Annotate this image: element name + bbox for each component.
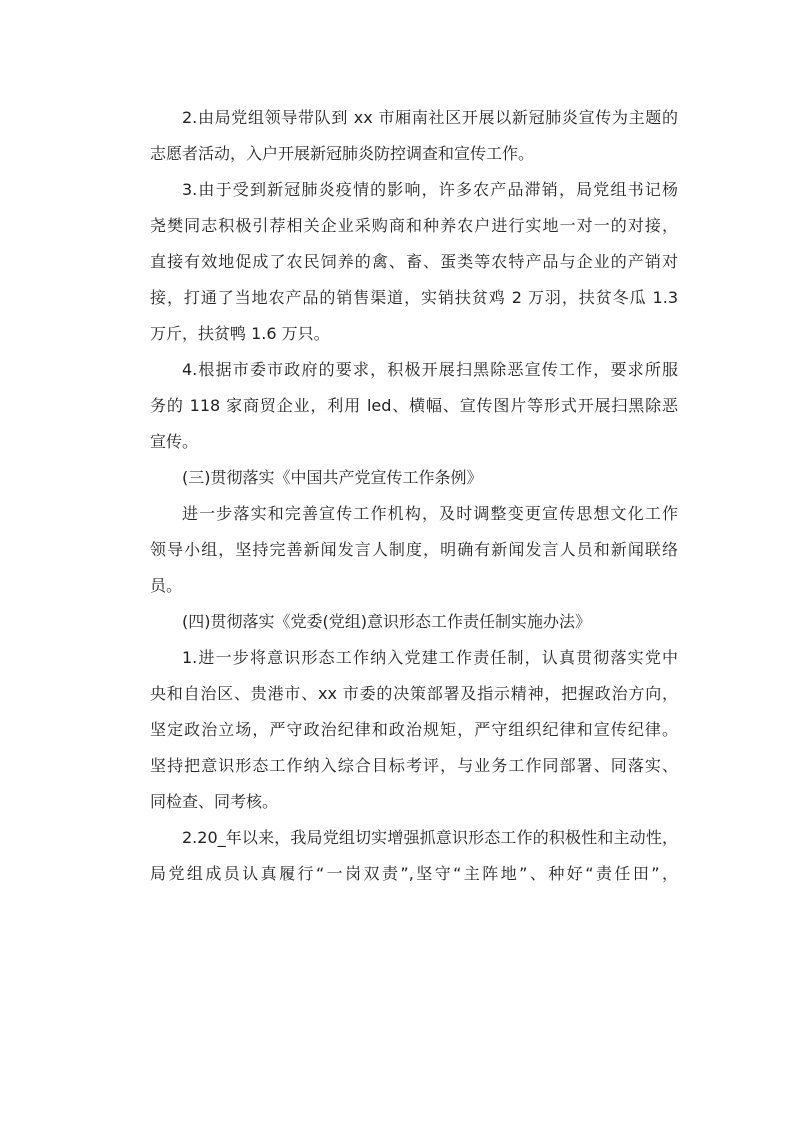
- paragraph-line: 接，打通了当地农产品的销售渠道，实销扶贫鸡 2 万羽，扶贫冬瓜 1.3: [150, 288, 678, 307]
- paragraph: [118, 496, 678, 604]
- paragraph-line: 2.由局党组领导带队到 xx 市厢南社区开展以新冠肺炎宣传为主题的: [182, 108, 678, 127]
- paragraph-line: 员。: [150, 576, 183, 595]
- paragraph-line: 2.20_年以来，我局党组切实增强抓意识形态工作的积极性和主动性，: [182, 828, 678, 847]
- paragraph-line: 宣传。: [150, 432, 199, 451]
- paragraph-line: 领导小组，坚持完善新闻发言人制度，明确有新闻发言人员和新闻联络: [150, 540, 678, 559]
- paragraph-line: 1.进一步将意识形态工作纳入党建工作责任制，认真贯彻落实党中: [182, 648, 678, 667]
- paragraph-line: 尧樊同志积极引荐相关企业采购商和种养农户进行实地一对一的对接，: [150, 216, 678, 235]
- paragraph-line: 4.根据市委市政府的要求，积极开展扫黑除恶宣传工作，要求所服: [182, 360, 678, 379]
- paragraph-line: 坚持把意识形态工作纳入综合目标考评，与业务工作同部署、同落实、: [150, 756, 678, 775]
- paragraph-line: 万斤，扶贫鸭 1.6 万只。: [150, 324, 330, 343]
- paragraph: [118, 172, 678, 352]
- paragraph: [118, 100, 678, 172]
- paragraph-line: 坚定政治立场，严守政治纪律和政治规矩，严守组织纪律和宣传纪律。: [150, 720, 678, 739]
- paragraph: [118, 604, 678, 640]
- paragraph-line: 志愿者活动，入户开展新冠肺炎防控调查和宣传工作。: [150, 144, 535, 163]
- document-body: [118, 100, 678, 892]
- paragraph-line: 直接有效地促成了农民饲养的禽、畜、蛋类等农特产品与企业的产销对: [150, 252, 678, 271]
- paragraph: [118, 352, 678, 460]
- paragraph-line: 央和自治区、贵港市、xx 市委的决策部署及指示精神，把握政治方向，: [150, 684, 678, 703]
- paragraph: [118, 820, 678, 892]
- paragraph-line: (四)贯彻落实《党委(党组)意识形态工作责任制实施办法》: [182, 612, 591, 631]
- paragraph-line: 务的 118 家商贸企业，利用 led、横幅、宣传图片等形式开展扫黑除恶: [150, 396, 678, 415]
- paragraph-line: 进一步落实和完善宣传工作机构，及时调整变更宣传思想文化工作: [182, 504, 678, 523]
- paragraph-line: 同检查、同考核。: [150, 792, 279, 811]
- paragraph: [118, 640, 678, 820]
- paragraph-line: 3.由于受到新冠肺炎疫情的影响，许多农产品滞销，局党组书记杨: [182, 180, 678, 199]
- paragraph-line: 局党组成员认真履行“一岗双责”,坚守“主阵地”、种好“责任田”，: [150, 864, 678, 883]
- paragraph-line: (三)贯彻落实《中国共产党宣传工作条例》: [182, 468, 483, 487]
- paragraph: [118, 460, 678, 496]
